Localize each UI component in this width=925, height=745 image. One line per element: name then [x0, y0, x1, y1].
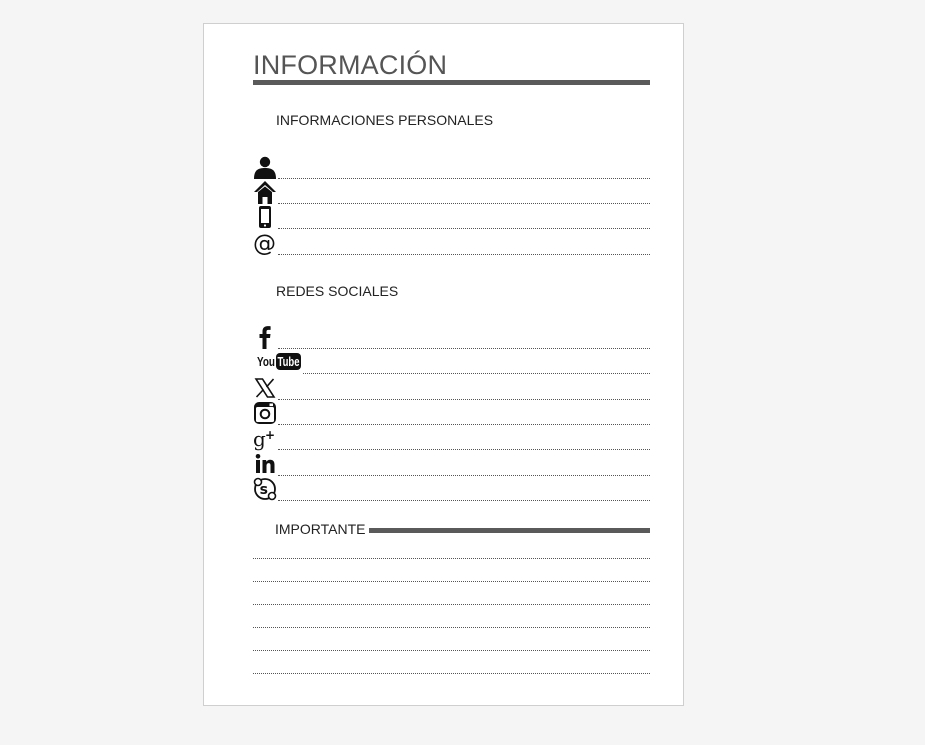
important-heading: IMPORTANTE: [275, 521, 366, 537]
note-line[interactable]: [253, 650, 650, 651]
youtube-field-line: [303, 373, 650, 374]
important-rule: [369, 528, 650, 533]
note-line[interactable]: [253, 627, 650, 628]
svg-text:Tube: Tube: [277, 354, 300, 369]
linkedin-field-line: [278, 475, 650, 476]
linkedin-field[interactable]: [253, 452, 650, 476]
linkedin-icon: [253, 452, 277, 476]
note-line[interactable]: [253, 604, 650, 605]
phone-icon: [253, 205, 277, 229]
google-plus-field-line: [278, 449, 650, 450]
skype-icon: [253, 477, 277, 501]
instagram-field[interactable]: [253, 401, 650, 425]
x-field[interactable]: [253, 376, 650, 400]
note-line[interactable]: [253, 558, 650, 559]
x-twitter-icon: [253, 376, 277, 400]
google-plus-icon: [253, 426, 277, 450]
svg-text:g: g: [253, 427, 266, 451]
phone-field[interactable]: [253, 205, 650, 229]
skype-field-line: [278, 500, 650, 501]
svg-text:You: You: [257, 354, 276, 369]
facebook-field[interactable]: [253, 325, 650, 349]
social-heading: REDES SOCIALES: [276, 283, 399, 299]
note-line[interactable]: [253, 581, 650, 582]
svg-text:@: @: [253, 231, 276, 257]
instagram-icon: [253, 401, 277, 425]
svg-text:s: s: [259, 482, 268, 498]
facebook-icon: [253, 325, 277, 349]
home-icon: [253, 180, 277, 204]
youtube-icon: [253, 350, 301, 374]
note-line[interactable]: [253, 673, 650, 674]
person-icon: [253, 155, 277, 179]
instagram-field-line: [278, 424, 650, 425]
title-rule: [253, 80, 650, 85]
email-field[interactable]: [253, 231, 650, 255]
email-field-line: [278, 254, 650, 255]
address-field[interactable]: [253, 180, 650, 204]
email-at-icon: [253, 231, 277, 255]
youtube-field[interactable]: [253, 350, 650, 374]
personal-info-heading: INFORMACIONES PERSONALES: [276, 112, 494, 128]
facebook-field-line: [278, 348, 650, 349]
name-field-line: [278, 178, 650, 179]
address-field-line: [278, 203, 650, 204]
skype-field[interactable]: [253, 477, 650, 501]
x-field-line: [278, 399, 650, 400]
document-page: [203, 23, 684, 706]
svg-text:+: +: [265, 428, 276, 442]
name-field[interactable]: [253, 155, 650, 179]
phone-field-line: [278, 228, 650, 229]
page-title: INFORMACIÓN: [253, 50, 448, 80]
google-plus-field[interactable]: [253, 426, 650, 450]
